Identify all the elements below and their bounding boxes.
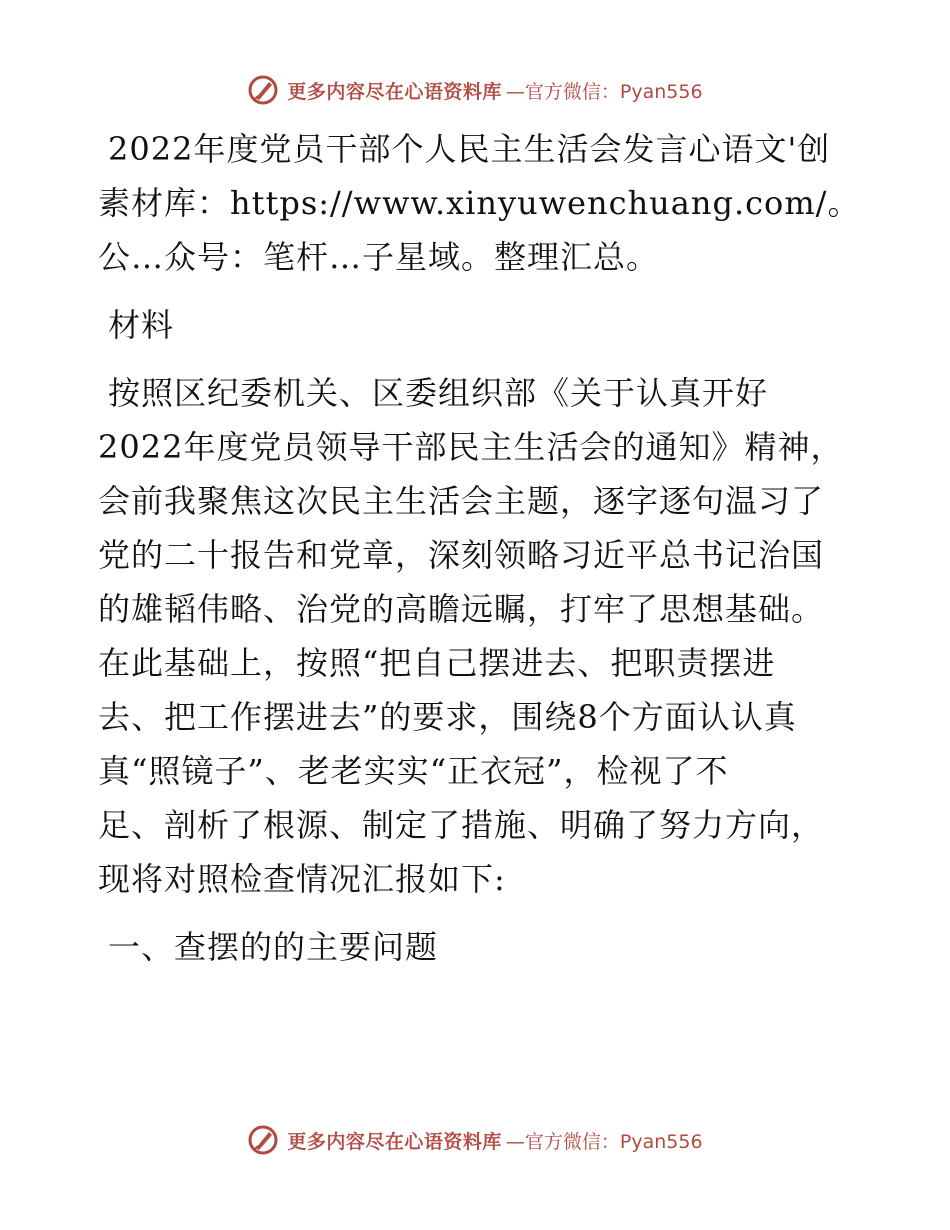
quill-logo-icon: [247, 1124, 279, 1156]
title-line: 公…众号：笔杆…子星域。整理汇总。: [98, 238, 660, 276]
document-body: [98, 122, 861, 974]
body-line: 会前我聚焦这次民主生活会主题，逐字逐句温习了: [98, 482, 825, 520]
footer-banner: [0, 1118, 950, 1162]
quill-logo-icon: [247, 74, 279, 106]
body-line: 党的二十报告和党章，深刻领略习近平总书记治国: [98, 536, 825, 574]
banner-contact-text: —官方微信：Pyan556: [505, 80, 703, 103]
body-line: 按照区纪委机关、区委组织部《关于认真开好: [108, 374, 769, 412]
body-line: 现将对照检查情况汇报如下:: [98, 860, 506, 898]
title-line: 2022年度党员干部个人民主生活会发言心语文'创: [108, 130, 831, 168]
banner-contact-text: —官方微信：Pyan556: [505, 1130, 703, 1153]
banner-site-text: 更多内容尽在心语资料库: [287, 80, 502, 103]
material-label: 材料: [108, 306, 175, 344]
body-line: 在此基础上，按照“把自己摆进去、把职责摆进: [98, 644, 776, 682]
body-line: 真“照镜子”、老老实实“正衣冠”，检视了不: [98, 752, 729, 790]
title-line: 素材库：https://www.xinyuwenchuang.com/。: [98, 184, 861, 222]
header-banner: [0, 68, 950, 112]
body-line: 去、把工作摆进去”的要求，围绕8个方面认认真: [98, 698, 797, 736]
body-line: 2022年度党员领导干部民主生活会的通知》精神，: [98, 428, 844, 466]
banner-site-text: 更多内容尽在心语资料库: [287, 1130, 502, 1153]
section-heading: 一、查摆的的主要问题: [108, 928, 439, 966]
body-line: 足、剖析了根源、制定了措施、明确了努力方向，: [98, 806, 825, 844]
body-line: 的雄韬伟略、治党的高瞻远瞩，打牢了思想基础。: [98, 590, 825, 628]
